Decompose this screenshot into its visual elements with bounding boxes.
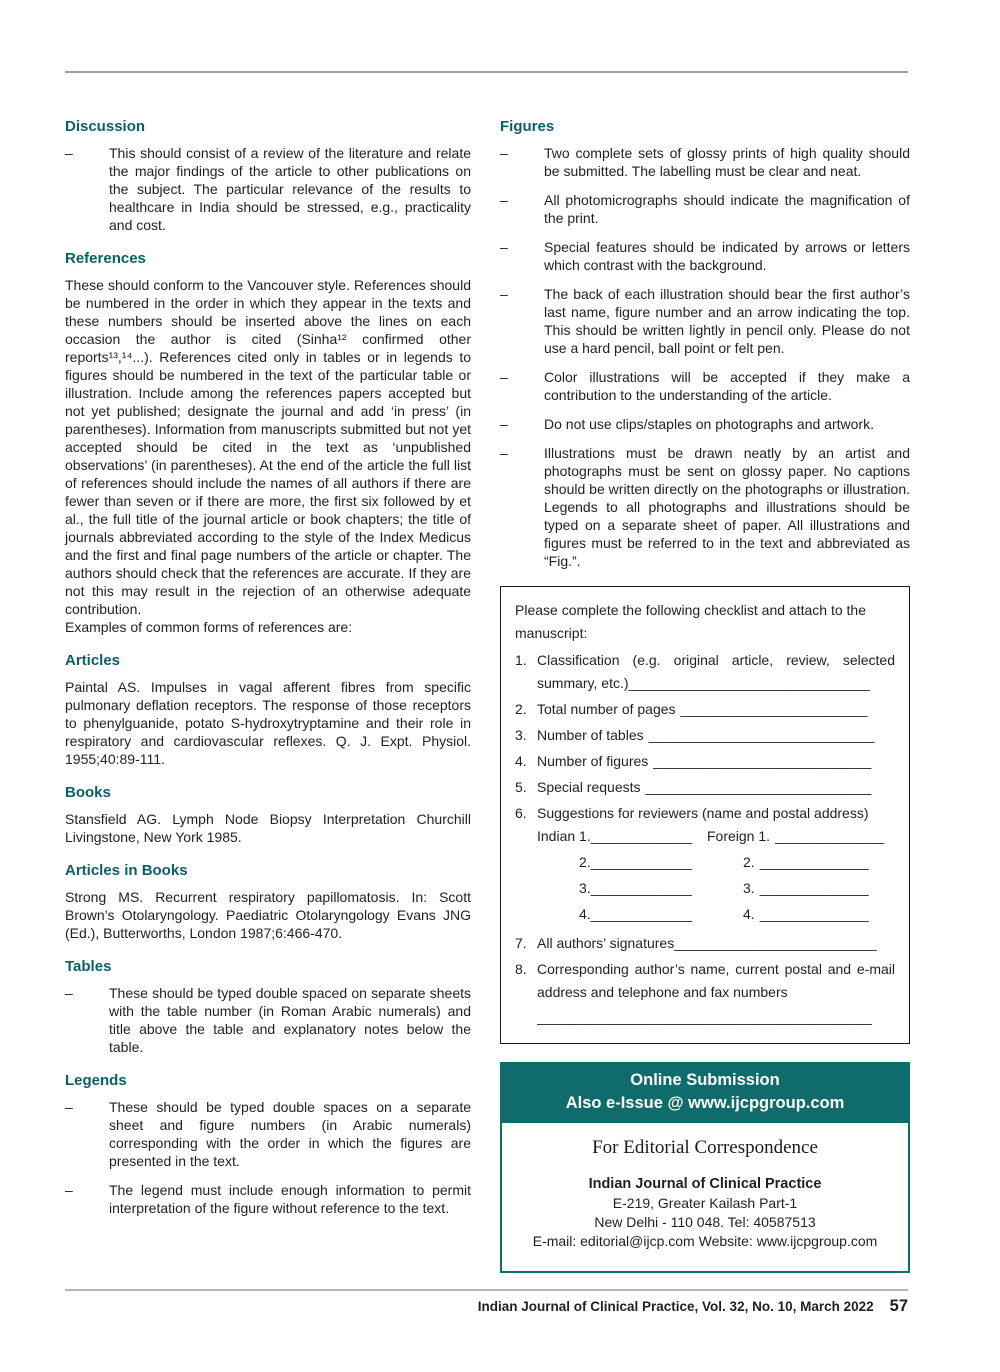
articles-paragraph: Paintal AS. Impulses in vagal afferent fibres from specific pulmonary deflation receptors. The response of those receptors to phenylguanide, potato S-hydroxytryptamine and their role in respiratory and cardiovascular reflexes. Q. J. Expt. Physiol. 1955;40:89-111. [65, 679, 471, 767]
section-articles [65, 652, 471, 768]
address-line-2: New Delhi - 110 048. Tel: 40587513 [594, 1214, 816, 1230]
fill-in-line: ______________ [759, 906, 869, 922]
fill-in-line: ______________ [775, 828, 885, 844]
checklist-item-number: 7. [515, 935, 527, 951]
correspondence-box [500, 1123, 910, 1273]
row-label: 2. [743, 854, 755, 870]
bullet-text: These should be typed double spaces on a separate sheet and figure numbers (in Arabic numerals) corresponding with the order in which the figures are presented in the text. [109, 1099, 471, 1169]
bullet-dash: – [500, 192, 508, 208]
bullet-item [500, 191, 910, 227]
checklist-item-number: 5. [515, 779, 527, 795]
left-column [65, 118, 471, 1233]
fill-in-line: _____________ [590, 854, 692, 870]
checklist-item-8 [515, 958, 895, 1004]
references-paragraph: These should conform to the Vancouver style. References should be numbered in the order in which they appear in the texts and these numbers should be inserted above the lines on each occasion the author is cited (Sinha¹² confirmed other reports¹³,¹⁴...). References cited only in tables or in legends to figures should be numbered in the text of the particular table or illustration. Include among the references papers accepted but not yet published; designate the journal and add ‘in press’ (in parentheses). Information from manuscripts submitted but not yet accepted should be cited in the text as ‘unpublished observations’ (in parentheses). At the end of the article the full list of references should include the names of all authors if there are fewer than seven or if there are more, the first six followed by et al., the full title of the journal article or book chapters; the title of journals abbreviated according to the style of the Index Medicus and the first and final page numbers of the article or chapter. The authors should check that the references are accurate. If they are not this may result in the rejection of an otherwise adequate contribution. [65, 277, 471, 617]
row-label: 4. [579, 906, 591, 922]
checklist-item-2 [515, 698, 895, 721]
references-examples-line: Examples of common forms of references are: [65, 619, 353, 635]
fill-in-line: _____________________________ [645, 779, 872, 795]
bullet-dash: – [500, 416, 508, 432]
checklist-item-7 [515, 932, 895, 955]
checklist-box [500, 586, 910, 1044]
bullet-dash: – [65, 145, 73, 161]
section-articles-in-books [65, 862, 471, 942]
bullet-text: Color illustrations will be accepted if they make a contribution to the understanding of the article. [544, 369, 910, 403]
checklist-item-text: Number of tables _____________________________ [537, 727, 875, 743]
fill-in-line: ___________________________________________ [537, 1009, 872, 1025]
checklist-item-number: 4. [515, 753, 527, 769]
bullet-dash: – [500, 145, 508, 161]
bullet-item [65, 144, 471, 234]
section-figures [500, 118, 910, 570]
fill-in-line: ______________ [759, 854, 869, 870]
row-label: 3. [743, 880, 755, 896]
fill-in-line: ________________________ [680, 701, 868, 717]
fill-in-line: ______________ [759, 880, 869, 896]
bullet-dash: – [500, 369, 508, 385]
checklist-item-text: Corresponding author’s name, current postal and e-mail address and telephone and fax numbers [537, 961, 895, 1000]
bullet-dash: – [65, 1182, 73, 1198]
bullet-item [500, 415, 910, 433]
banner-line-2: Also e-Issue @ www.ijcpgroup.com [565, 1094, 845, 1112]
row-label: 3. [579, 880, 591, 896]
address-line-3: E-mail: editorial@ijcp.com Website: www.ijcpgroup.com [532, 1233, 878, 1249]
books-paragraph: Stansfield AG. Lymph Node Biopsy Interpretation Churchill Livingstone, New York 1985. [65, 811, 471, 845]
section-heading-legends: Legends [65, 1072, 127, 1089]
bullet-item [65, 984, 471, 1056]
section-heading-tables: Tables [65, 958, 112, 975]
fill-in-line: _____________ [590, 880, 692, 896]
suggestions-row [537, 825, 895, 848]
suggestions-row [537, 903, 895, 926]
bullet-item [500, 368, 910, 404]
banner-online-submission [500, 1062, 910, 1123]
journal-name: Indian Journal of Clinical Practice [588, 1176, 822, 1192]
fill-in-line: _____________ [590, 828, 692, 844]
section-references [65, 250, 471, 636]
fill-in-line: _____________ [590, 906, 692, 922]
promo-block [500, 1062, 910, 1273]
checklist-item-4 [515, 750, 895, 773]
bullet-text: Two complete sets of glossy prints of high quality should be submitted. The labelling must be clear and neat. [544, 145, 910, 179]
articles-in-books-paragraph: Strong MS. Recurrent respiratory papillomatosis. In: Scott Brown’s Otolaryngology. Paediatric Otolaryngology Evans JNG (Ed.), Butterworths, London 1987;6:466-470. [65, 889, 471, 941]
bullet-text: The legend must include enough information to permit interpretation of the figure without reference to the text. [109, 1182, 471, 1216]
checklist-item-number: 2. [515, 701, 527, 717]
bullet-text: All photomicrographs should indicate the magnification of the print. [544, 192, 910, 226]
fill-in-line: __________________________ [674, 935, 877, 951]
checklist-item-number: 1. [515, 652, 527, 668]
bullet-text: The back of each illustration should bear the first author’s last name, figure number and an arrow indicating the top. This should be written lightly in pencil only. Please do not use a hard pencil, ball point or felt pen. [544, 286, 910, 356]
footer-rule [65, 1289, 908, 1291]
bullet-item [500, 285, 910, 357]
checklist-item-text: Total number of pages ________________________ [537, 701, 868, 717]
bullet-dash: – [500, 239, 508, 255]
section-heading-discussion: Discussion [65, 118, 146, 135]
section-heading-references: References [65, 250, 146, 267]
row-label: Foreign 1. [707, 828, 771, 844]
bullet-text: This should consist of a review of the literature and relate the major findings of the article to other publications on the subject. The particular relevance of the results to healthcare in India should be stressed, e.g., practicality and cost. [109, 145, 471, 233]
bullet-text: Illustrations must be drawn neatly by an artist and photographs must be sent on glossy paper. No captions should be written directly on the photographs or illustration. Legends to all photographs and illustrations should be typed on a separate sheet of paper. All illustrations and figures must be referred to in the text and abbreviated as “Fig.”. [544, 445, 910, 569]
checklist-item-number: 6. [515, 805, 527, 821]
bullet-item [500, 444, 910, 570]
bullet-dash: – [65, 1099, 73, 1115]
checklist-item-text: Special requests _____________________________ [537, 779, 872, 795]
section-legends [65, 1072, 471, 1217]
section-heading-articles-in-books: Articles in Books [65, 862, 188, 879]
row-label: 4. [743, 906, 755, 922]
footer-journal-line: Indian Journal of Clinical Practice, Vol. 32, No. 10, March 2022 [477, 1299, 874, 1314]
banner-line-1: Online Submission [630, 1071, 780, 1089]
checklist-item-number: 8. [515, 961, 527, 977]
bullet-item [65, 1181, 471, 1217]
row-label: Indian 1. [537, 828, 591, 844]
bullet-item [65, 1098, 471, 1170]
section-tables [65, 958, 471, 1056]
checklist-item-text: All authors’ signatures__________________________ [537, 935, 877, 951]
correspondence-title: For Editorial Correspondence [592, 1137, 818, 1158]
checklist-item-text: Number of figures ____________________________ [537, 753, 872, 769]
checklist-item-6 [515, 802, 895, 929]
bullet-dash: – [65, 985, 73, 1001]
fill-in-line: _____________________________ [648, 727, 875, 743]
checklist-item-number: 3. [515, 727, 527, 743]
bullet-text: Do not use clips/staples on photographs and artwork. [544, 416, 874, 432]
suggestions-row [537, 851, 895, 874]
fill-in-line: _______________________________ [628, 675, 870, 691]
bullet-item [500, 144, 910, 180]
section-discussion [65, 118, 471, 234]
bullet-dash: – [500, 445, 508, 461]
right-column [500, 118, 910, 1273]
row-label: 2. [579, 854, 591, 870]
footer [65, 1297, 908, 1316]
bullet-item [500, 238, 910, 274]
checklist-item-1 [515, 649, 895, 695]
checklist-item-5 [515, 776, 895, 799]
checklist-item-text: Classification (e.g. original article, review, selected summary, etc.)_______________________________ [537, 652, 895, 691]
bullet-dash: – [500, 286, 508, 302]
page-number: 57 [889, 1297, 908, 1315]
section-books [65, 784, 471, 846]
bullet-text: These should be typed double spaced on separate sheets with the table number (in Roman Arabic numerals) and title above the table and explanatory notes below the table. [109, 985, 471, 1055]
reviewer-suggestion-rows [537, 825, 895, 926]
checklist-item-text: Suggestions for reviewers (name and postal address) Indian 1. _____________ Foreign 1. ______________ 2. _____________ 2. ______________ 3. _____________ 3. ______________ 4. _____________ 4. ______________ [537, 802, 895, 929]
fill-in-line: ____________________________ [653, 753, 872, 769]
section-heading-books: Books [65, 784, 111, 801]
section-heading-figures: Figures [500, 118, 555, 135]
section-heading-articles: Articles [65, 652, 121, 669]
bullet-text: Special features should be indicated by arrows or letters which contrast with the background. [544, 239, 910, 273]
checklist-item-3 [515, 724, 895, 747]
suggestions-row [537, 877, 895, 900]
address-line-1: E-219, Greater Kailash Part-1 [612, 1195, 798, 1211]
checklist-intro: Please complete the following checklist and attach to the manuscript: [515, 602, 866, 641]
top-rule [65, 71, 908, 73]
